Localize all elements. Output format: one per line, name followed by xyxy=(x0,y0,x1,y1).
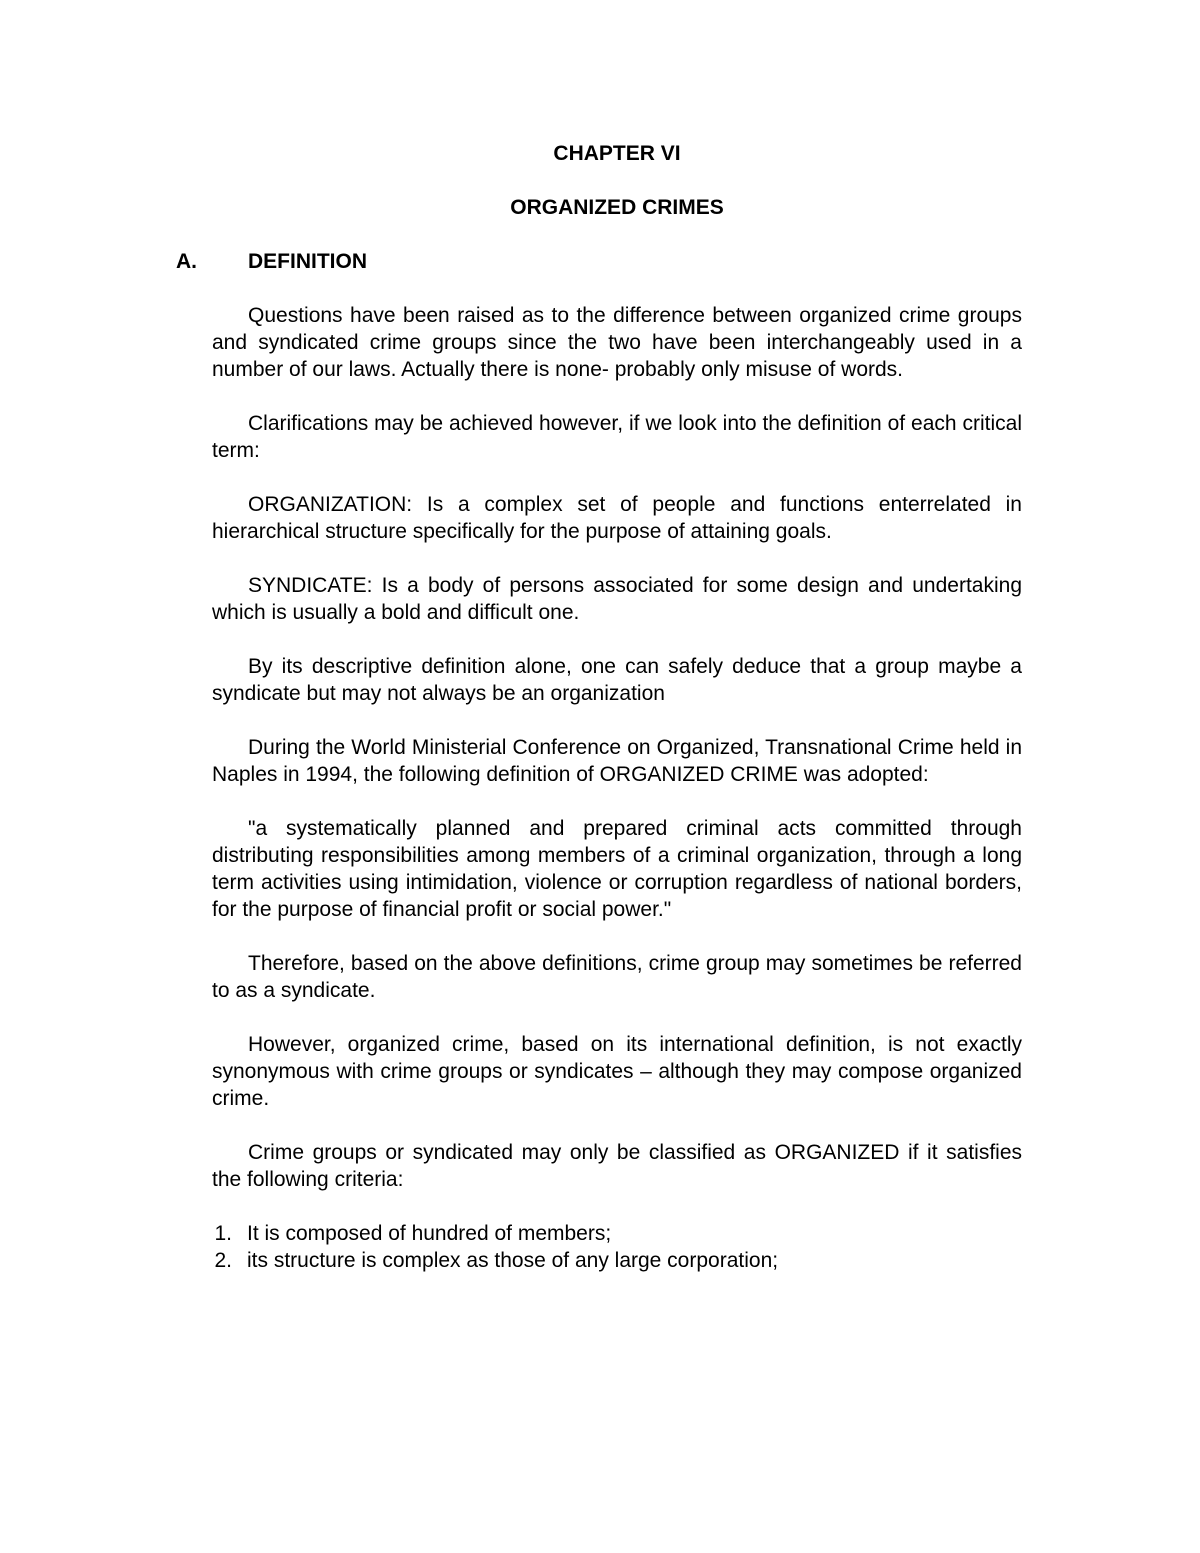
paragraph-deduction: By its descriptive definition alone, one can safely deduce that a group maybe a syndicate but may not always be an organization xyxy=(212,655,1022,705)
list-item xyxy=(212,1247,1022,1274)
list-item-number: 2. xyxy=(214,1249,232,1272)
paragraph-however: However, organized crime, based on its international definition, is not exactly synonymous with crime groups or syndicates – although they may compose organized crime. xyxy=(212,1033,1022,1110)
list-item xyxy=(212,1220,1022,1247)
paragraph-clarifications: Clarifications may be achieved however, if we look into the definition of each critical term: xyxy=(212,412,1022,462)
section-heading xyxy=(176,248,986,275)
paragraph-therefore: Therefore, based on the above definitions, crime group may sometimes be referred to as a syndicate. xyxy=(212,952,1022,1002)
paragraph-syndicate-definition: SYNDICATE: Is a body of persons associated for some design and undertaking which is usually a bold and difficult one. xyxy=(212,574,1022,624)
document-page xyxy=(176,140,1022,1274)
paragraph-quoted-definition: "a systematically planned and prepared criminal acts committed through distributing responsibilities among members of a criminal organization, through a long term activities using intimidation, violence or corruption regardless of national borders, for the purpose of financial profit or social power." xyxy=(212,817,1022,921)
section-title: DEFINITION xyxy=(248,250,367,273)
list-item-text: It is composed of hundred of members; xyxy=(247,1222,612,1245)
chapter-heading: CHAPTER VI xyxy=(553,142,681,165)
list-item-number: 1. xyxy=(214,1222,232,1245)
chapter-title: ORGANIZED CRIMES xyxy=(510,196,724,219)
list-item-text: its structure is complex as those of any large corporation; xyxy=(247,1249,779,1272)
paragraph-criteria-intro: Crime groups or syndicated may only be classified as ORGANIZED if it satisfies the following criteria: xyxy=(212,1141,1022,1191)
criteria-list xyxy=(212,1220,1022,1274)
paragraph-intro: Questions have been raised as to the difference between organized crime groups and syndicated crime groups since the two have been interchangeably used in a number of our laws. Actually there is none- probably only misuse of words. xyxy=(212,304,1022,381)
paragraph-naples-conference: During the World Ministerial Conference on Organized, Transnational Crime held in Naples in 1994, the following definition of ORGANIZED CRIME was adopted: xyxy=(212,736,1022,786)
section-letter: A. xyxy=(176,250,197,273)
paragraph-organization-definition: ORGANIZATION: Is a complex set of people and functions enterrelated in hierarchical structure specifically for the purpose of attaining goals. xyxy=(212,493,1022,543)
